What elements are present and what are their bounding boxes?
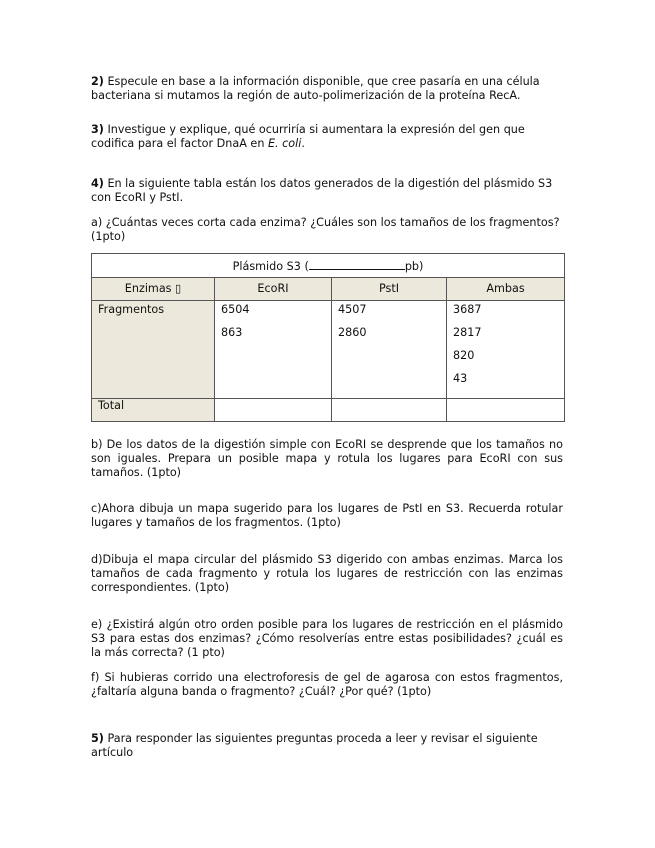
header-enzimas: Enzimas ▯	[92, 278, 215, 301]
question-3-organism: E. coli	[267, 137, 302, 150]
question-4e: e) ¿Existirá algún otro orden posible para los lugares de restricción en el plásmido S3 para estas dos enzimas? ¿Cómo resolverías entre estas posibilidades? ¿cuál es la más correcta? (1 pto)	[91, 618, 563, 659]
ecori-fragment: 863	[221, 326, 243, 339]
question-2-number: 2)	[91, 75, 104, 88]
ecori-fragments	[215, 301, 332, 399]
psti-fragments	[332, 301, 447, 399]
question-4c: c)Ahora dibuja un mapa sugerido para los lugares de PstI en S3. Recuerda rotular lugares y tamaños de los fragmentos. (1pto)	[91, 502, 563, 529]
table-title-prefix: Plásmido S3 (	[232, 259, 309, 273]
fragments-label: Fragmentos	[92, 301, 215, 399]
header-ecori: EcoRI	[215, 278, 332, 301]
table-title	[92, 254, 565, 278]
question-4f: f) Si hubieras corrido una electroforesis de gel de agarosa con estos fragmentos, ¿faltaría alguna banda o fragmento? ¿Cuál? ¿Por qué? (1pto)	[91, 671, 563, 698]
ambas-fragments	[447, 301, 565, 399]
total-ecori-cell	[215, 399, 332, 422]
ambas-fragment: 2817	[453, 326, 482, 339]
question-4-number: 4)	[91, 177, 104, 190]
question-5-text: Para responder las siguientes preguntas proceda a leer y revisar el siguiente artículo	[91, 732, 538, 759]
question-2-text: Especule en base a la información disponible, que cree pasaría en una célula bacteriana si mutamos la región de auto-polimerización de la proteína RecA.	[91, 75, 540, 102]
question-5	[91, 732, 563, 760]
question-4	[91, 177, 563, 205]
total-ambas-cell	[447, 399, 565, 422]
ambas-fragment: 3687	[453, 303, 482, 316]
question-3-text: Investigue y explique, qué ocurriría si aumentara la expresión del gen que codifica para el factor DnaA en	[91, 123, 525, 150]
header-psti: PstI	[332, 278, 447, 301]
question-4b: b) De los datos de la digestión simple con EcoRI se desprende que los tamaños no son iguales. Prepara un posible mapa y rotula los lugares para EcoRI con sus tamaños. (1pto)	[91, 438, 563, 479]
total-label: Total	[92, 399, 215, 422]
plasmid-table	[91, 253, 565, 422]
question-3-number: 3)	[91, 123, 104, 136]
question-4d: d)Dibuja el mapa circular del plásmido S3 digerido con ambas enzimas. Marca los tamaños de cada fragmento y rotula los lugares de restricción con las enzimas correspondientes. (1pto)	[91, 553, 563, 594]
psti-fragment: 2860	[338, 326, 367, 339]
total-psti-cell	[332, 399, 447, 422]
table-title-suffix: pb)	[404, 259, 424, 273]
psti-fragment: 4507	[338, 303, 367, 316]
question-2	[91, 75, 563, 103]
question-3	[91, 123, 563, 151]
question-4-text: En la siguiente tabla están los datos generados de la digestión del plásmido S3 con EcoRI y PstI.	[91, 177, 553, 204]
header-ambas: Ambas	[447, 278, 565, 301]
question-5-number: 5)	[91, 732, 104, 745]
plasmid-size-blank	[309, 258, 405, 270]
ambas-fragment: 820	[453, 349, 475, 362]
question-3-end: .	[301, 137, 305, 150]
question-4a: a) ¿Cuántas veces corta cada enzima? ¿Cuáles son los tamaños de los fragmentos? (1pto)	[91, 216, 560, 243]
ecori-fragment: 6504	[221, 303, 250, 316]
ambas-fragment: 43	[453, 372, 468, 385]
